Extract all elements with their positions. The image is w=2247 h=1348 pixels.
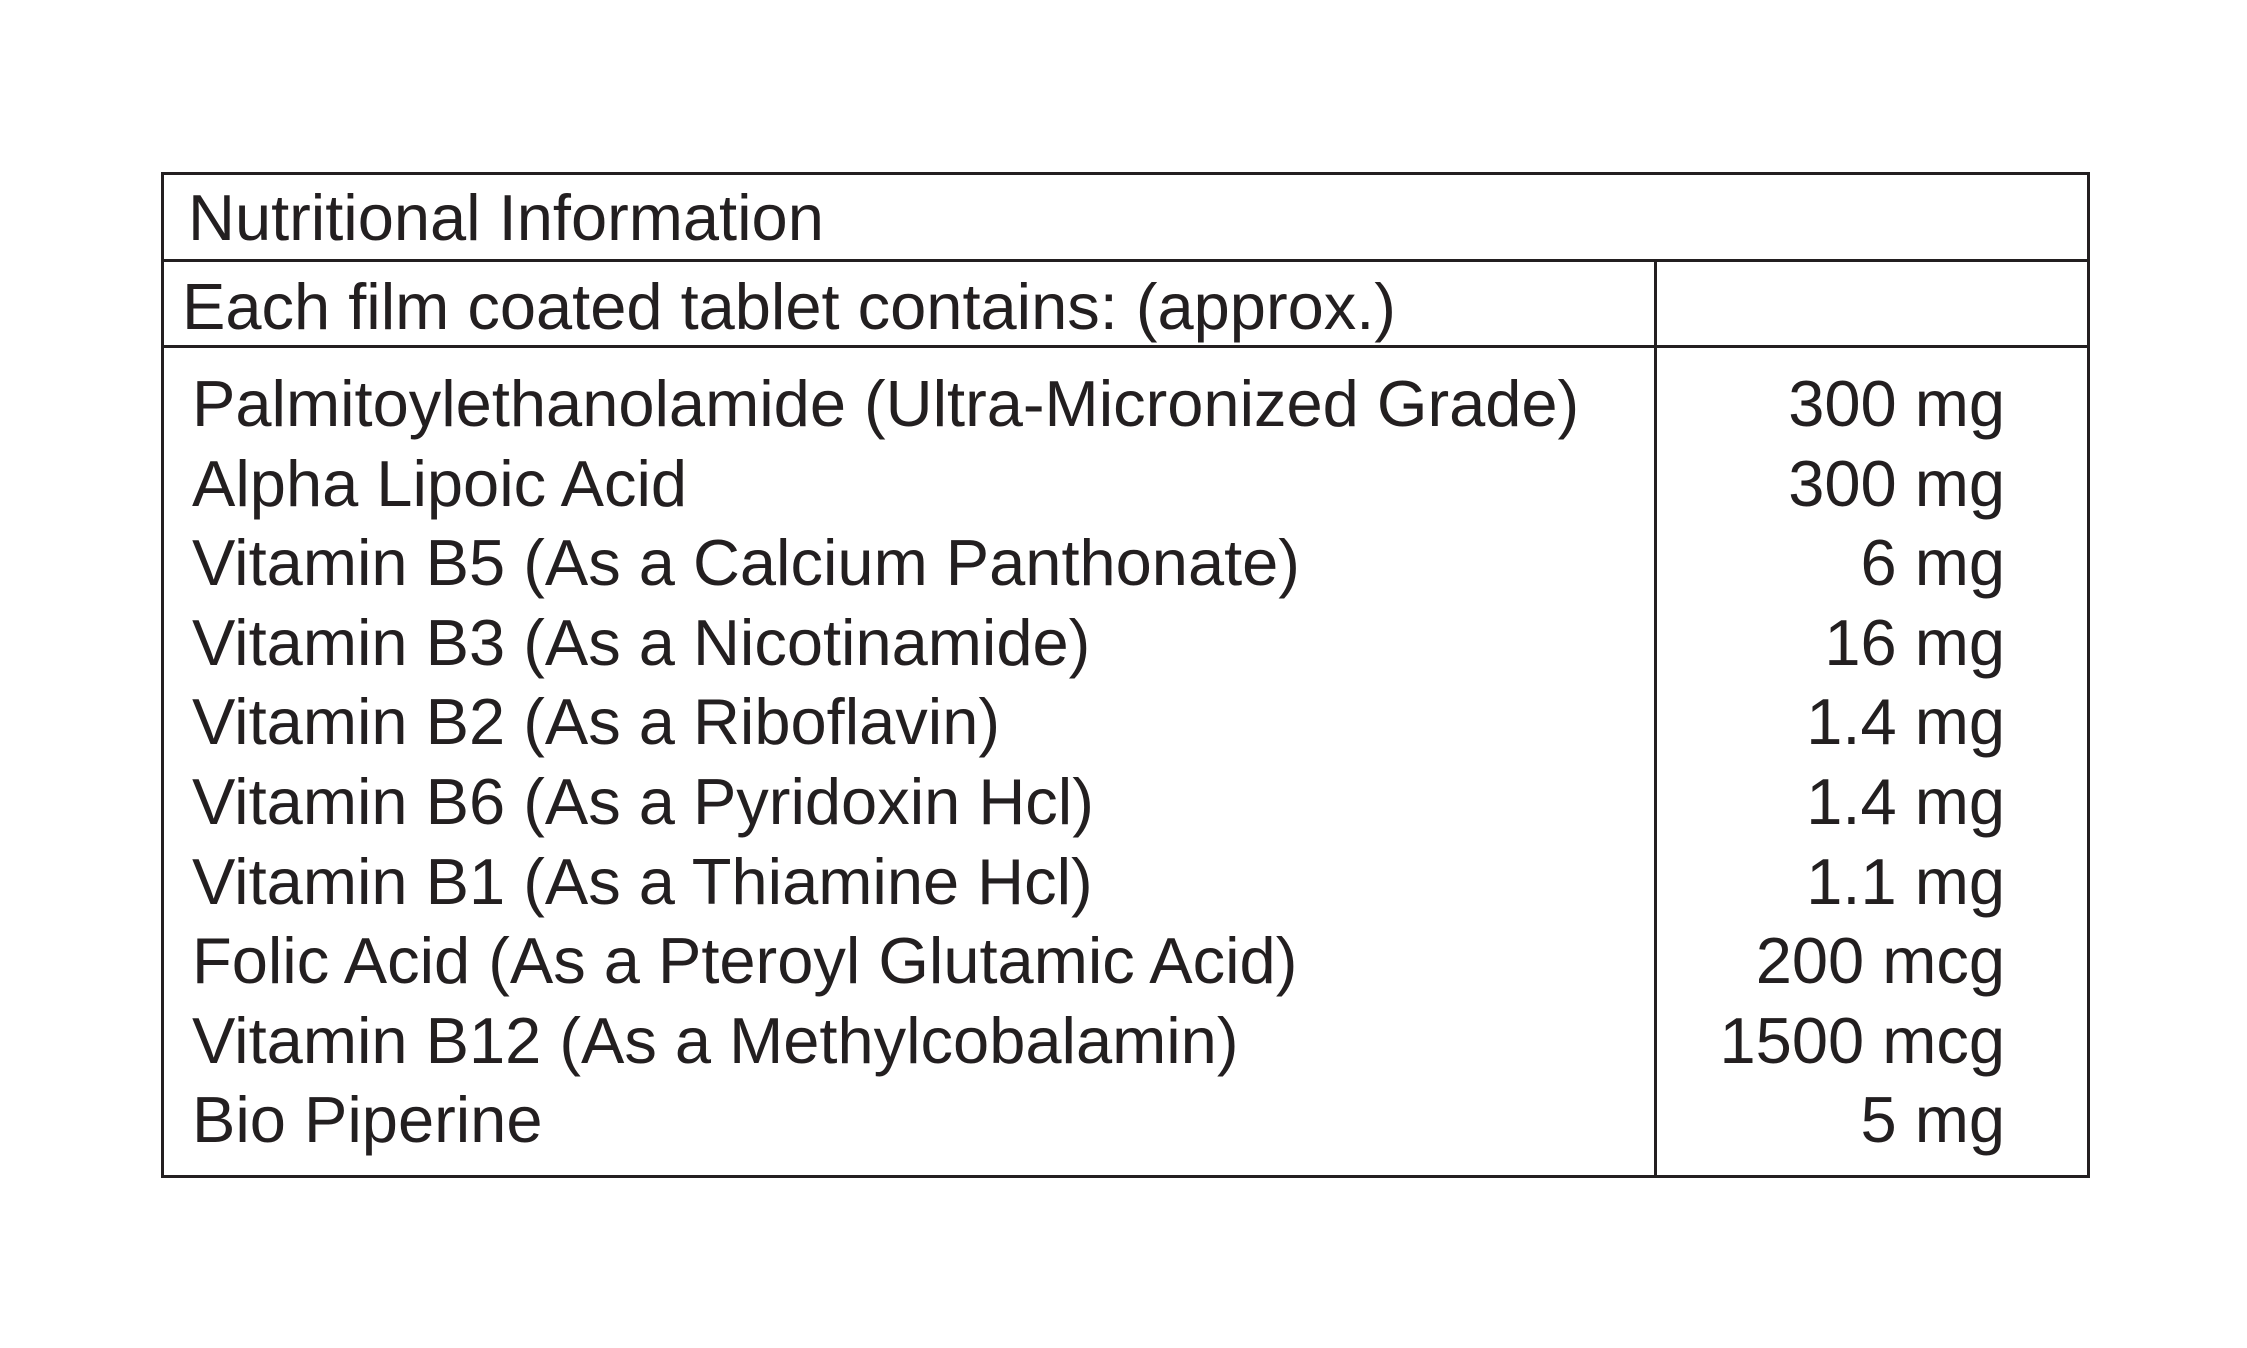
subheading-row [164, 262, 2087, 348]
ingredient-list [164, 367, 2087, 1167]
ingredient-amount: 200 mcg [1755, 924, 2005, 998]
ingredient-row [164, 924, 2087, 1008]
ingredient-name: Vitamin B3 (As a Nicotinamide) [192, 605, 1091, 679]
ingredient-name: Folic Acid (As a Pteroyl Glutamic Acid) [192, 924, 1298, 998]
ingredient-name: Vitamin B2 (As a Riboflavin) [192, 685, 1001, 759]
ingredient-name: Vitamin B6 (As a Pyridoxin Hcl) [192, 764, 1094, 838]
ingredient-amount: 6 mg [1860, 526, 2005, 600]
ingredient-amount: 1500 mcg [1719, 1003, 2005, 1077]
ingredient-row [164, 844, 2087, 929]
ingredient-amount: 1.4 mg [1806, 685, 2005, 759]
ingredient-amount: 1.4 mg [1806, 764, 2005, 838]
nutrition-panel [161, 172, 2090, 1178]
title-row [164, 175, 2087, 262]
ingredient-row [164, 685, 2087, 769]
panel-subheading: Each film coated tablet contains: (approx.) [182, 270, 1396, 343]
ingredient-amount: 1.1 mg [1806, 844, 2005, 918]
ingredient-row [164, 446, 2087, 531]
ingredient-row [164, 1003, 2087, 1088]
ingredient-row [164, 764, 2087, 849]
ingredient-amount: 300 mg [1788, 367, 2005, 440]
ingredient-name: Vitamin B5 (As a Calcium Panthonate) [192, 526, 1300, 600]
ingredient-name: Alpha Lipoic Acid [192, 446, 688, 520]
panel-title: Nutritional Information [188, 181, 824, 254]
ingredient-row [164, 367, 2087, 451]
ingredient-name: Vitamin B1 (As a Thiamine Hcl) [192, 844, 1093, 918]
ingredient-amount: 5 mg [1860, 1083, 2005, 1157]
ingredient-row [164, 1083, 2087, 1167]
ingredient-name: Palmitoylethanolamide (Ultra-Micronized Grade) [192, 367, 1580, 440]
ingredient-name: Vitamin B12 (As a Methylcobalamin) [192, 1003, 1239, 1077]
ingredient-row [164, 526, 2087, 610]
ingredient-row [164, 605, 2087, 690]
ingredient-name: Bio Piperine [192, 1083, 543, 1157]
ingredient-amount: 16 mg [1824, 605, 2005, 679]
ingredient-amount: 300 mg [1788, 446, 2005, 520]
